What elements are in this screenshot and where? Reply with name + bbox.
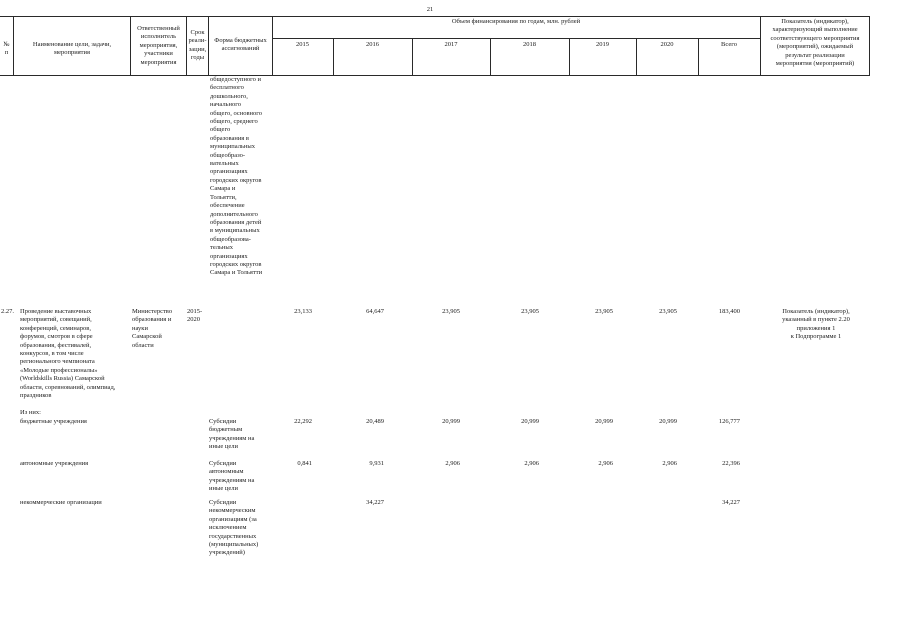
header-year-2018: 2018 — [523, 41, 536, 48]
header-total: Всего — [721, 41, 737, 48]
row-value-2018: 23,905 — [521, 308, 539, 315]
row-value-2017: 23,905 — [442, 308, 460, 315]
row-indicator: Показатель (индикатор), указанный в пункте 2.20 приложения 1 к Подпрограмме 1 — [782, 308, 850, 341]
subrow-value-2017: 20,999 — [442, 418, 460, 425]
header-num: № п — [3, 41, 10, 57]
subrow-name: бюджетные учреждения — [20, 418, 87, 425]
header-indicator: Показатель (индикатор), характеризующий выполнение соответствующего мероприятия (мероприятий), ожидаемый результат реализации мероприятия (мероприятий) — [770, 18, 860, 68]
subrow-value-2015: 0,841 — [297, 460, 312, 467]
subrow-value-2020: 20,999 — [659, 418, 677, 425]
header-name: Наименование цели, задачи, мероприятия — [32, 41, 112, 57]
row-term: 2015- 2020 — [187, 308, 203, 324]
subrow-value-2018: 20,999 — [521, 418, 539, 425]
subrow-value-2016: 9,931 — [369, 460, 384, 467]
row-total: 183,400 — [718, 308, 740, 315]
continuation-text: общедоступного и бесплатного дошкольного, начального общего, основного общего, среднего общего образования в муниципальных общеобразо- вательных организациях городских округов Самара и Тольятти, обеспечение дополнительного образования детей в муниципальных общеобразова- тельных организациях городских округов Самара и Тольятти — [210, 76, 263, 277]
header-year-2017: 2017 — [444, 41, 458, 48]
header-year-2019: 2019 — [596, 41, 609, 48]
subrow-total: 22,396 — [722, 460, 740, 467]
subrow-form: Субсидии бюджетным учреждениям на иные цели — [209, 418, 255, 451]
subrow-name: автономные учреждения — [20, 460, 89, 467]
subrow-value-2018: 2,906 — [524, 460, 539, 467]
header-volume: Объем финансирования по годам, млн. рублей — [451, 18, 581, 25]
header-form: Форма бюджетных ассигнований — [214, 37, 267, 53]
row-executor: Министерство образования и науки Самарской области — [132, 308, 173, 349]
subrow-value-2019: 2,906 — [598, 460, 613, 467]
row-number: 2.27. — [1, 308, 14, 315]
subrow-form: Субсидии автономным учреждениям на иные цели — [209, 460, 255, 493]
header-year-2015: 2015 — [296, 41, 309, 48]
subrow-value-2017: 2,906 — [445, 460, 460, 467]
row-value-2019: 23,905 — [595, 308, 613, 315]
subrow-value-2019: 20,999 — [595, 418, 613, 425]
page-number: 21 — [426, 6, 434, 13]
subrow-value-2015: 22,292 — [294, 418, 312, 425]
row-name: Проведение выставочных мероприятий, совещаний, конференций, семинаров, форумов, смотров в сфере образования, фестивалей, конкурсов, в том числе регионального чемпионата «Молодые профессионалы» (Worldskills Russia) Самарской области, соревнований, олимпиад, праздников — [20, 308, 116, 400]
row-value-2016: 64,647 — [366, 308, 384, 315]
subrow-total: 126,777 — [718, 418, 740, 425]
subrow-form: Субсидии некоммерческим организациям (за исключением государственных (муниципальных) учреждений) — [209, 499, 259, 557]
subrow-value-2016: 20,489 — [366, 418, 384, 425]
row-value-2015: 23,133 — [294, 308, 312, 315]
header-year-2016: 2016 — [366, 41, 379, 48]
subrow-value-2020: 2,906 — [662, 460, 677, 467]
row-value-2020: 23,905 — [659, 308, 677, 315]
header-executor: Ответственный исполнитель мероприятия, участники мероприятия — [137, 25, 180, 66]
subrow-value-2016: 34,227 — [366, 499, 384, 506]
header-year-2020: 2020 — [660, 41, 674, 48]
of-them-label: Из них: — [20, 409, 41, 416]
subrow-total: 34,227 — [722, 499, 740, 506]
subrow-name: некоммерческие организации — [20, 499, 102, 506]
header-term: Срок реали- зации, годы — [188, 29, 207, 62]
